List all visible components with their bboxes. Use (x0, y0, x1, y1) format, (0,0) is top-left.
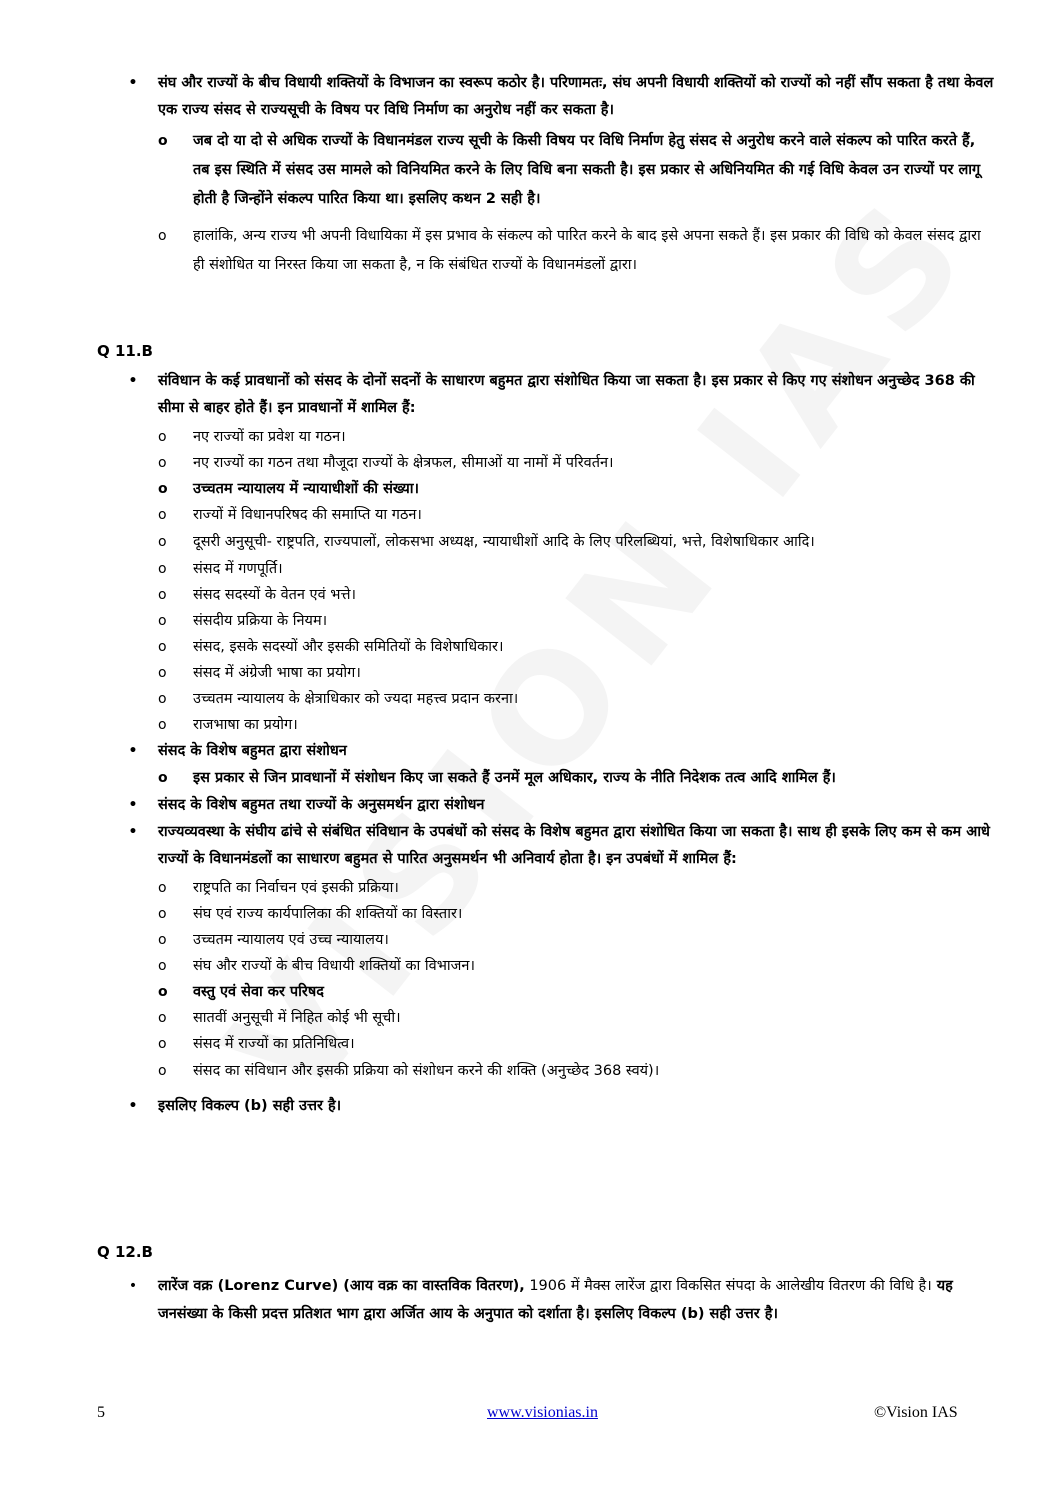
sub-list-item: o दूसरी अनुसूची- राष्ट्रपति, राज्यपालों, लोकसभा अध्यक्ष, न्यायाधीशों आदि के लिए परिलब्धियां, भत्ते, विशेषाधिकार आदि। (0, 528, 1058, 556)
sub-list-item: o नए राज्यों का प्रवेश या गठन। (0, 424, 1058, 450)
sub-list-item: o जब दो या दो से अधिक राज्यों के विधानमंडल राज्य सूची के किसी विषय पर विधि निर्माण हेतु संसद से अनुरोध करने वाले संकल्प को पारित करते हैं, तब इस स्थिति में संसद उस मामले को विनियमित करने के लिए विधि बना सकती है। इस प्रकार से अधिनियमित की गई विधि केवल उन राज्यों पर लागू होती है जिन्होंने संकल्प पारित किया था। इसलिए कथन 2 सही है। (0, 127, 1058, 214)
sub-list-item: o संघ और राज्यों के बीच विधायी शक्तियों का विभाजन। (0, 953, 1058, 979)
list-item: • संविधान के कई प्रावधानों को संसद के दोनों सदनों के साधारण बहुमत द्वारा संशोधित किया जा सकता है। इस प्रकार से किए गए संशोधन अनुच्छेद 368 की सीमा से बाहर होते हैं। इन प्रावधानों में शामिल हैं: (0, 368, 1058, 422)
q12-section (0, 1272, 1058, 1328)
list-item: • संसद के विशेष बहुमत तथा राज्यों के अनुसमर्थन द्वारा संशोधन (0, 792, 1058, 819)
sub-list-item: o हालांकि, अन्य राज्य भी अपनी विधायिका में इस प्रभाव के संकल्प को पारित करने के बाद इसे अपना सकते हैं। इस प्रकार की विधि को केवल संसद द्वारा ही संशोधित या निरस्त किया जा सकता है, न कि संबंधित राज्यों के विधानमंडलों द्वारा। (0, 222, 1058, 280)
question-heading-11: Q 11.B (97, 342, 153, 360)
sub-list-item: o संसदीय प्रक्रिया के नियम। (0, 608, 1058, 634)
sub-list-item: o सातवीं अनुसूची में निहित कोई भी सूची। (0, 1005, 1058, 1031)
circle-bullet-icon: o (158, 587, 167, 603)
circle-bullet-icon: o (158, 880, 167, 896)
circle-bullet-icon: o (158, 665, 167, 681)
sub-list-item: o संसद में राज्यों का प्रतिनिधित्व। (0, 1031, 1058, 1057)
circle-bullet-icon: o (158, 932, 167, 948)
sub-list-item: o उच्चतम न्यायालय में न्यायाधीशों की संख्या। (0, 476, 1058, 502)
list-item: • राज्यव्यवस्था के संघीय ढांचे से संबंधित संविधान के उपबंधों को संसद के विशेष बहुमत द्वारा संशोधित किया जा सकता है। साथ ही इसके लिए कम से कम आधे राज्यों के विधानमंडलों का साधारण बहुमत से पारित अनुसमर्थन भी अनिवार्य होता है। इन उपबंधों में शामिल हैं: (0, 819, 1058, 873)
sub-list-item: o संघ एवं राज्य कार्यपालिका की शक्तियों का विस्तार। (0, 901, 1058, 927)
circle-bullet-icon: o (158, 958, 167, 974)
sub-list-item: o उच्चतम न्यायालय एवं उच्च न्यायालय। (0, 927, 1058, 953)
sub-list-item: o इस प्रकार से जिन प्रावधानों में संशोधन किए जा सकते हैं उनमें मूल अधिकार, राज्य के नीति निदेशक तत्व आदि शामिल हैं। (0, 765, 1058, 792)
circle-bullet-icon: o (158, 228, 167, 244)
list-item: • लारेंज वक्र (Lorenz Curve) (आय वक्र का वास्तविक वितरण), 1906 में मैक्स लारेंज द्वारा विकसित संपदा के आलेखीय वितरण की विधि है। यह जनसंख्या के किसी प्रदत्त प्रतिशत भाग द्वारा अर्जित आय के अनुपात को दर्शाता है। इसलिए विकल्प (b) सही उत्तर है। (0, 1272, 1058, 1328)
circle-bullet-icon: o (158, 534, 167, 550)
circle-bullet-icon: o (158, 455, 167, 471)
circle-bullet-icon: o (158, 1010, 167, 1026)
circle-bullet-icon: o (158, 1036, 167, 1052)
bullet-icon: • (128, 824, 138, 840)
sub-list-item: o नए राज्यों का गठन तथा मौजूदा राज्यों के क्षेत्रफल, सीमाओं या नामों में परिवर्तन। (0, 450, 1058, 476)
sub-list-item: o संसद सदस्यों के वेतन एवं भत्ते। (0, 582, 1058, 608)
circle-bullet-icon: o (158, 133, 168, 149)
sub-list-item: o संसद में अंग्रेजी भाषा का प्रयोग। (0, 660, 1058, 686)
bullet-icon: • (128, 1098, 138, 1114)
sub-list-item: o राज्यों में विधानपरिषद की समाप्ति या गठन। (0, 502, 1058, 528)
circle-bullet-icon: o (158, 691, 167, 707)
list-item: • संघ और राज्यों के बीच विधायी शक्तियों के विभाजन का स्वरूप कठोर है। परिणामतः, संघ अपनी विधायी शक्तियों को राज्यों को नहीं सौंप सकता है तथा केवल एक राज्य संसद से राज्यसूची के विषय पर विधि निर्माण का अनुरोध नहीं कर सकता है। (0, 70, 1058, 124)
q11-section (0, 368, 1058, 1120)
circle-bullet-icon: o (158, 984, 168, 1000)
bullet-icon: • (128, 75, 138, 91)
bullet-icon: • (128, 1278, 138, 1294)
circle-bullet-icon: o (158, 906, 167, 922)
top-section (0, 70, 1058, 280)
sub-list-item: o राष्ट्रपति का निर्वाचन एवं इसकी प्रक्रिया। (0, 875, 1058, 901)
list-item: • इसलिए विकल्प (b) सही उत्तर है। (0, 1093, 1058, 1120)
circle-bullet-icon: o (158, 770, 168, 786)
circle-bullet-icon: o (158, 481, 168, 497)
circle-bullet-icon: o (158, 561, 167, 577)
sub-list-item: o उच्चतम न्यायालय के क्षेत्राधिकार को ज्यदा महत्त्व प्रदान करना। (0, 686, 1058, 712)
circle-bullet-icon: o (158, 639, 167, 655)
website-link[interactable] (487, 1404, 598, 1422)
page-number: 5 (97, 1404, 105, 1421)
question-heading-12: Q 12.B (97, 1243, 153, 1261)
sub-list-item: o राजभाषा का प्रयोग। (0, 712, 1058, 738)
sub-list-item: o वस्तु एवं सेवा कर परिषद (0, 979, 1058, 1005)
circle-bullet-icon: o (158, 507, 167, 523)
copyright: ©Vision IAS (874, 1404, 958, 1421)
circle-bullet-icon: o (158, 1063, 167, 1079)
circle-bullet-icon: o (158, 429, 167, 445)
circle-bullet-icon: o (158, 613, 167, 629)
bullet-icon: • (128, 373, 138, 389)
bullet-icon: • (128, 797, 138, 813)
sub-list-item: o संसद में गणपूर्ति। (0, 556, 1058, 582)
website-link-text[interactable]: www.visionias.in (487, 1404, 598, 1421)
list-item: • संसद के विशेष बहुमत द्वारा संशोधन (0, 738, 1058, 765)
circle-bullet-icon: o (158, 717, 167, 733)
bullet-icon: • (128, 743, 138, 759)
sub-list-item: o संसद, इसके सदस्यों और इसकी समितियों के विशेषाधिकार। (0, 634, 1058, 660)
sub-list-item: o संसद का संविधान और इसकी प्रक्रिया को संशोधन करने की शक्ति (अनुच्छेद 368 स्वयं)। (0, 1057, 1058, 1085)
